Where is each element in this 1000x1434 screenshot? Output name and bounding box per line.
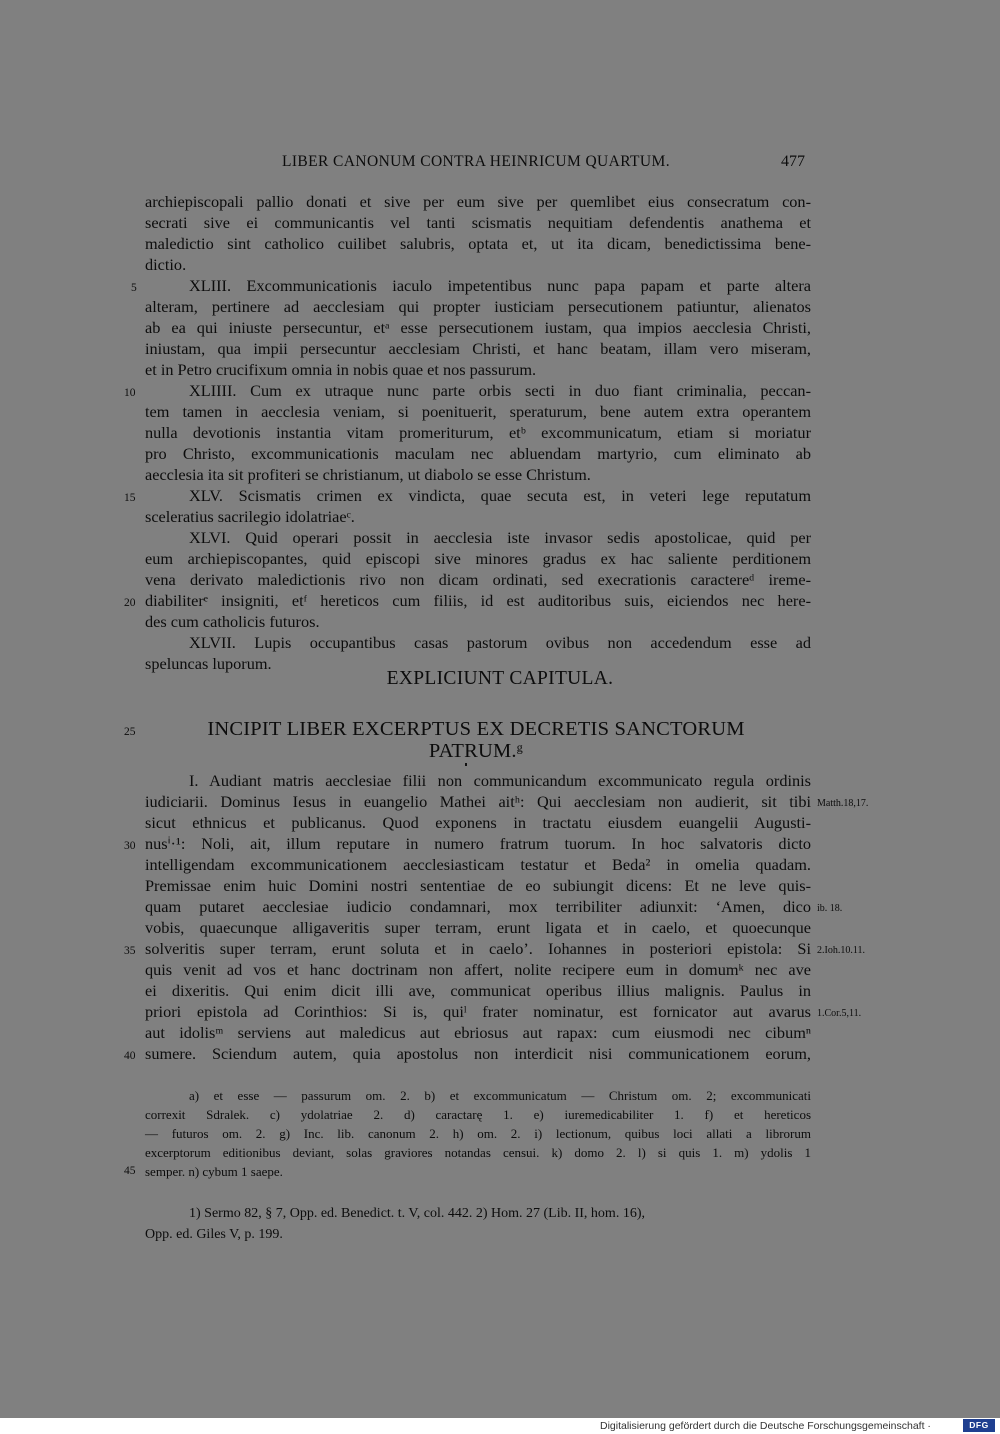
text-line: et in Petro crucifixum omnia in nobis quae et nos passurum. (145, 360, 537, 379)
chapter-xliiii-heading-line: XLIIII. Cum ex utraque nunc parte orbis secti in duo fiant criminalia, peccan- (189, 381, 811, 400)
text-line: sicut ethnicus et publicanus. Quod exponens in tractatu eiusdem euangelii Augusti- (145, 813, 811, 832)
source-note-line: Opp. ed. Giles V, p. 199. (145, 1227, 283, 1242)
text-line: aecclesia ita sit profiteri se christianum, ut diabolo se esse Christum. (145, 465, 591, 484)
text-line: ab ea qui iniuste persecuntur, etᵃ esse persecutionem iustam, qua impios aecclesia Christi, (145, 318, 811, 337)
chapter-xlv-heading-line: XLV. Scismatis crimen ex vindicta, quae secuta est, in veteri lege reputatum (189, 486, 811, 505)
text-line: vena derivato maledictionis rivo non dicam ordinati, sed execrationis caractereᵈ ireme- (145, 570, 811, 589)
apparatus-line: a) et esse — passurum om. 2. b) et excommunicatum — Christum om. 2; excommunicati (189, 1088, 811, 1103)
digitization-credit: Digitalisierung gefördert durch die Deutsche Forschungsgemeinschaft · (600, 1420, 931, 1432)
text-line: sumere. Sciendum autem, quia apostolus non interdicit nisi communicationem eorum, (145, 1044, 811, 1063)
page-header (0, 153, 1000, 175)
text-line: dictio. (145, 255, 187, 274)
margin-reference: ib. 18. (817, 903, 843, 914)
line-number: 40 (124, 1050, 136, 1062)
text-line: tem tamen in aecclesia veniam, si poenituerit, speraturum, bene autem extra operantem (145, 402, 811, 421)
line-number: 45 (124, 1165, 136, 1177)
text-line: pro Christo, excommunicationis maculam nec abluendam martyrio, cum eliminato ab (145, 444, 811, 463)
text-line: Premissae enim huic Domini nostri sententiae de eo subiungit dicens: Et ne leve quis- (145, 876, 811, 895)
text-line: eum archiepiscopantes, quid episcopi sive minores gradus ex hac saliente perditionem (145, 549, 811, 568)
page-number: 477 (781, 153, 805, 170)
text-line: iudiciarii. Dominus Iesus in euangelio Mathei aitʰ: Qui aecclesiam non audierit, sit tibi (145, 792, 811, 811)
running-title: LIBER CANONUM CONTRA HEINRICUM QUARTUM. (282, 153, 670, 170)
apparatus-line: — futuros om. 2. g) Inc. lib. canonum 2. h) om. 2. i) lectionum, quibus loci allati a librorum (145, 1126, 811, 1141)
incipit-heading: INCIPIT LIBER EXCERPTUS EX DECRETIS SANCTORUM (207, 718, 745, 740)
margin-reference: Matth.18,17. (817, 798, 869, 809)
explicit-heading: EXPLICIUNT CAPITULA. (386, 668, 614, 689)
line-number: 30 (124, 840, 136, 852)
line-number: 35 (124, 945, 136, 957)
margin-reference: 2.Ioh.10.11. (817, 945, 865, 956)
line-number: 5 (131, 282, 137, 294)
text-line: alteram, pertinere ad aecclesiam qui propter iusticiam persecutionem patiuntur, alienatos (145, 297, 811, 316)
text-line: maledictio sint catholico cuilibet salubris, optata et, ut ita dicam, benedictissima bene- (145, 234, 811, 253)
text-line: vobis, quaecunque alligaveritis super terram, erunt ligata et in caelo, et quoecunque (145, 918, 811, 937)
chapter-xliii-heading-line: XLIII. Excommunicationis iaculo impetentibus nunc papa papam et parte altera (189, 276, 811, 295)
chapter-xlvi-heading-line: XLVI. Quid operari possit in aecclesia iste invasor sedis apostolicae, quid per (189, 528, 811, 547)
text-line: aut idolisᵐ serviens aut maledicus aut ebriosus aut rapax: cum eiusmodi nec cibumⁿ (145, 1023, 811, 1042)
text-line: ei dixeritis. Qui enim dicit illi ave, communicat operibus illius malignis. Paulus in (145, 981, 811, 1000)
text-line: quis venit ad vos et hanc doctrinam non affert, nolite recipere eum in domumᵏ nec ave (145, 960, 811, 979)
text-line: solveritis super terram, erunt soluta et in caelo’. Iohannes in posteriori epistola: Si (145, 939, 811, 958)
text-line: des cum catholicis futuros. (145, 612, 320, 631)
apparatus-line: excerptorum editionibus deviant, solas graviores notandas censui. k) domo 2. l) si quis 1. m) ydolis 1 (145, 1145, 811, 1160)
chapter-i-heading-line: I. Audiant matris aecclesiae filii non communicandum excommunicato regula ordinis (189, 771, 811, 790)
line-number: 25 (124, 726, 136, 738)
line-number: 20 (124, 597, 136, 609)
text-line: diabiliterᵉ insigniti, etᶠ hereticos cum filiis, id est auditoribus suis, eiciendos nec here- (145, 591, 811, 610)
text-line: nulla devotionis instantia vitam promeriturum, etᵇ excommunicatum, etiam si moriatur (145, 423, 811, 442)
print-speck (465, 763, 467, 766)
incipit-heading-continued: PATRUM.ᵍ (428, 740, 524, 762)
text-line: intelligendam excommunicationem aecclesiasticam testatur et Beda² in omelia quadam. (145, 855, 811, 874)
line-number: 15 (124, 492, 136, 504)
margin-reference: 1.Cor.5,11. (817, 1008, 862, 1019)
text-line: quam putaret aecclesiae iudicio condamnari, mox terribiliter adiunxit: ‘Amen, dico (145, 897, 811, 916)
text-line: nusⁱ·¹: Noli, ait, illum reputare in numero fratrum tuorum. In hoc salvatoris dicto (145, 834, 811, 853)
apparatus-line: correxit Sdralek. c) ydolatriae 2. d) caractarę 1. e) iuremedicabiliter 1. f) et hereticos (145, 1107, 811, 1122)
line-number: 10 (124, 387, 136, 399)
chapter-xlvii-heading-line: XLVII. Lupis occupantibus casas pastorum ovibus non accedendum esse ad (189, 633, 811, 652)
apparatus-line: semper. n) cybum 1 saepe. (145, 1164, 283, 1179)
source-note-line: 1) Sermo 82, § 7, Opp. ed. Benedict. t. V, col. 442. 2) Hom. 27 (Lib. II, hom. 16), (189, 1206, 645, 1221)
text-line: speluncas luporum. (145, 654, 272, 673)
text-line: priori epistola ad Corinthios: Si is, quiˡ frater nominatur, est fornicator aut avarus (145, 1002, 811, 1021)
text-line: archiepiscopali pallio donati et sive per eum sive per quemlibet eius consecratum con- (145, 192, 811, 211)
text-line: iniustam, qua impii persecuntur aecclesiam Christi, et hanc beatam, illam vero miseram, (145, 339, 811, 358)
text-line: sceleratius sacrilegio idolatriaeᶜ. (145, 507, 355, 526)
text-line: secrati sive ei communicantis vel tanti scismatis nequitiam defendentis anathema et (145, 213, 811, 232)
dfg-logo: DFG (963, 1419, 995, 1432)
